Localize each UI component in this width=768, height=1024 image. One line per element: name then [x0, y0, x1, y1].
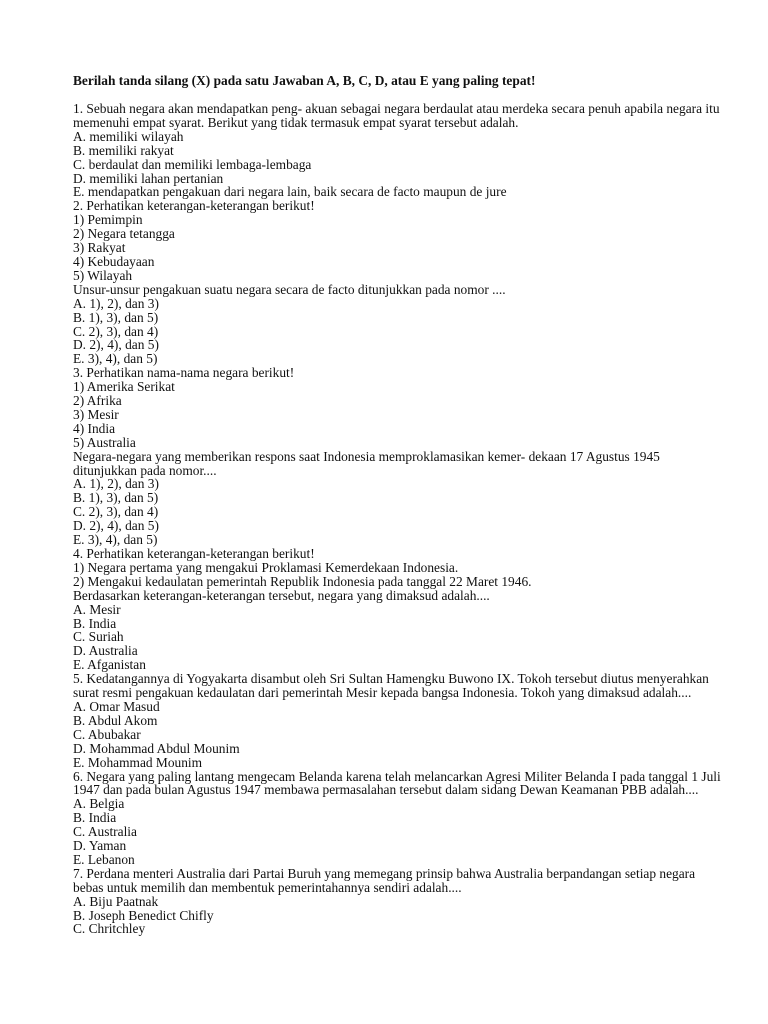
text-line: C. 2), 3), dan 4) — [73, 504, 159, 520]
question-list — [73, 102, 723, 936]
text-line: C. Chritchley — [73, 921, 146, 937]
text-line: B. 1), 3), dan 5) — [73, 309, 159, 325]
text-line: 1) Amerika Serikat — [73, 379, 175, 395]
text-line: C. Abubakar — [73, 726, 141, 742]
text-line: A. 1), 2), dan 3) — [73, 476, 159, 492]
text-line: E. Mohammad Mounim — [73, 754, 203, 770]
text-line: D. Mohammad Abdul Mounim — [73, 740, 240, 756]
text-line: 3) Mesir — [73, 406, 119, 422]
text-line: A. 1), 2), dan 3) — [73, 295, 159, 311]
text-line: 1) Negara pertama yang mengakui Proklamasi Kemerdekaan Indonesia. — [73, 559, 459, 575]
text-line: E. 3), 4), dan 5) — [73, 532, 158, 548]
text-line: 6. Negara yang paling lantang mengecam Belanda karena telah melancarkan Agresi Militer Belanda I pada tanggal 1 Juli 1947 dan pada bulan Agustus 1947 membawa permasalahan tersebut dalam sidang Dewan Keamanan PBB adalah.... — [73, 768, 721, 798]
text-line: 2) Afrika — [73, 393, 122, 409]
text-line: 4) Kebudayaan — [73, 253, 155, 269]
text-line: 2) Mengakui kedaulatan pemerintah Republik Indonesia pada tanggal 22 Maret 1946. — [73, 573, 532, 589]
text-line: 4. Perhatikan keterangan-keterangan berikut! — [73, 546, 315, 561]
text-line: C. Suriah — [73, 629, 124, 645]
text-line: C. 2), 3), dan 4) — [73, 323, 159, 339]
text-line: D. 2), 4), dan 5) — [73, 518, 159, 534]
text-line: Unsur-unsur pengakuan suatu negara secara de facto ditunjukkan pada nomor .... — [73, 281, 506, 297]
text-line: D. memiliki lahan pertanian — [73, 170, 224, 186]
text-line: E. Afganistan — [73, 657, 146, 673]
instruction-heading: Berilah tanda silang (X) pada satu Jawaban A, B, C, D, atau E yang paling tepat! — [73, 73, 536, 88]
text-line: 3. Perhatikan nama-nama negara berikut! — [73, 365, 295, 381]
text-line: C. berdaulat dan memiliki lembaga-lembaga — [73, 156, 312, 172]
text-line: D. Yaman — [73, 838, 127, 854]
text-line: 5) Australia — [73, 434, 136, 450]
text-line: A. Biju Paatnak — [73, 893, 159, 909]
text-line: A. Omar Masud — [73, 698, 160, 714]
text-line: B. 1), 3), dan 5) — [73, 490, 159, 506]
text-line: E. Lebanon — [73, 851, 135, 867]
text-line: D. Australia — [73, 643, 138, 659]
text-line: 2. Perhatikan keterangan-keterangan berikut! — [73, 198, 315, 214]
text-line: 7. Perdana menteri Australia dari Partai Buruh yang memegang prinsip bahwa Australia berpandangan setiap negara bebas untuk memilih dan membentuk pemerintahannya sendiri adalah.... — [73, 865, 696, 895]
text-line: 5. Kedatangannya di Yogyakarta disambut oleh Sri Sultan Hamengku Buwono IX. Tokoh tersebut diutus menyerahkan surat resmi pengakuan kedaulatan dari pemerintah Mesir kepada bangsa Indonesia. Tokoh yang dimaksud adalah.... — [73, 671, 709, 701]
text-line: B. memiliki rakyat — [73, 142, 174, 158]
text-line: B. Abdul Akom — [73, 712, 158, 728]
text-line: B. India — [73, 810, 117, 826]
text-line: E. 3), 4), dan 5) — [73, 351, 158, 367]
text-line: B. Joseph Benedict Chifly — [73, 907, 214, 923]
text-line: 5) Wilayah — [73, 267, 133, 283]
text-line: 3) Rakyat — [73, 240, 126, 256]
text-line: 2) Negara tetangga — [73, 226, 175, 242]
text-line: C. Australia — [73, 824, 137, 840]
text-line: A. Belgia — [73, 796, 125, 812]
text-line: B. India — [73, 615, 117, 631]
text-line: Berdasarkan keterangan-keterangan tersebut, negara yang dimaksud adalah.... — [73, 587, 490, 603]
text-line: 1. Sebuah negara akan mendapatkan peng- akuan sebagai negara berdaulat atau merdeka secara penuh apabila negara itu memenuhi empat syarat. Berikut yang tidak termasuk empat syarat tersebut adalah. — [73, 101, 720, 130]
text-line: D. 2), 4), dan 5) — [73, 337, 159, 353]
document-page — [73, 73, 723, 936]
text-line: 4) India — [73, 420, 116, 436]
text-line: A. memiliki wilayah — [73, 128, 184, 144]
text-line: Negara-negara yang memberikan respons saat Indonesia memproklamasikan kemer- dekaan 17 Agustus 1945 ditunjukkan pada nomor.... — [73, 448, 660, 478]
text-line: 1) Pemimpin — [73, 212, 143, 228]
text-line: E. mendapatkan pengakuan dari negara lain, baik secara de facto maupun de jure — [73, 184, 507, 200]
text-line: A. Mesir — [73, 601, 121, 617]
